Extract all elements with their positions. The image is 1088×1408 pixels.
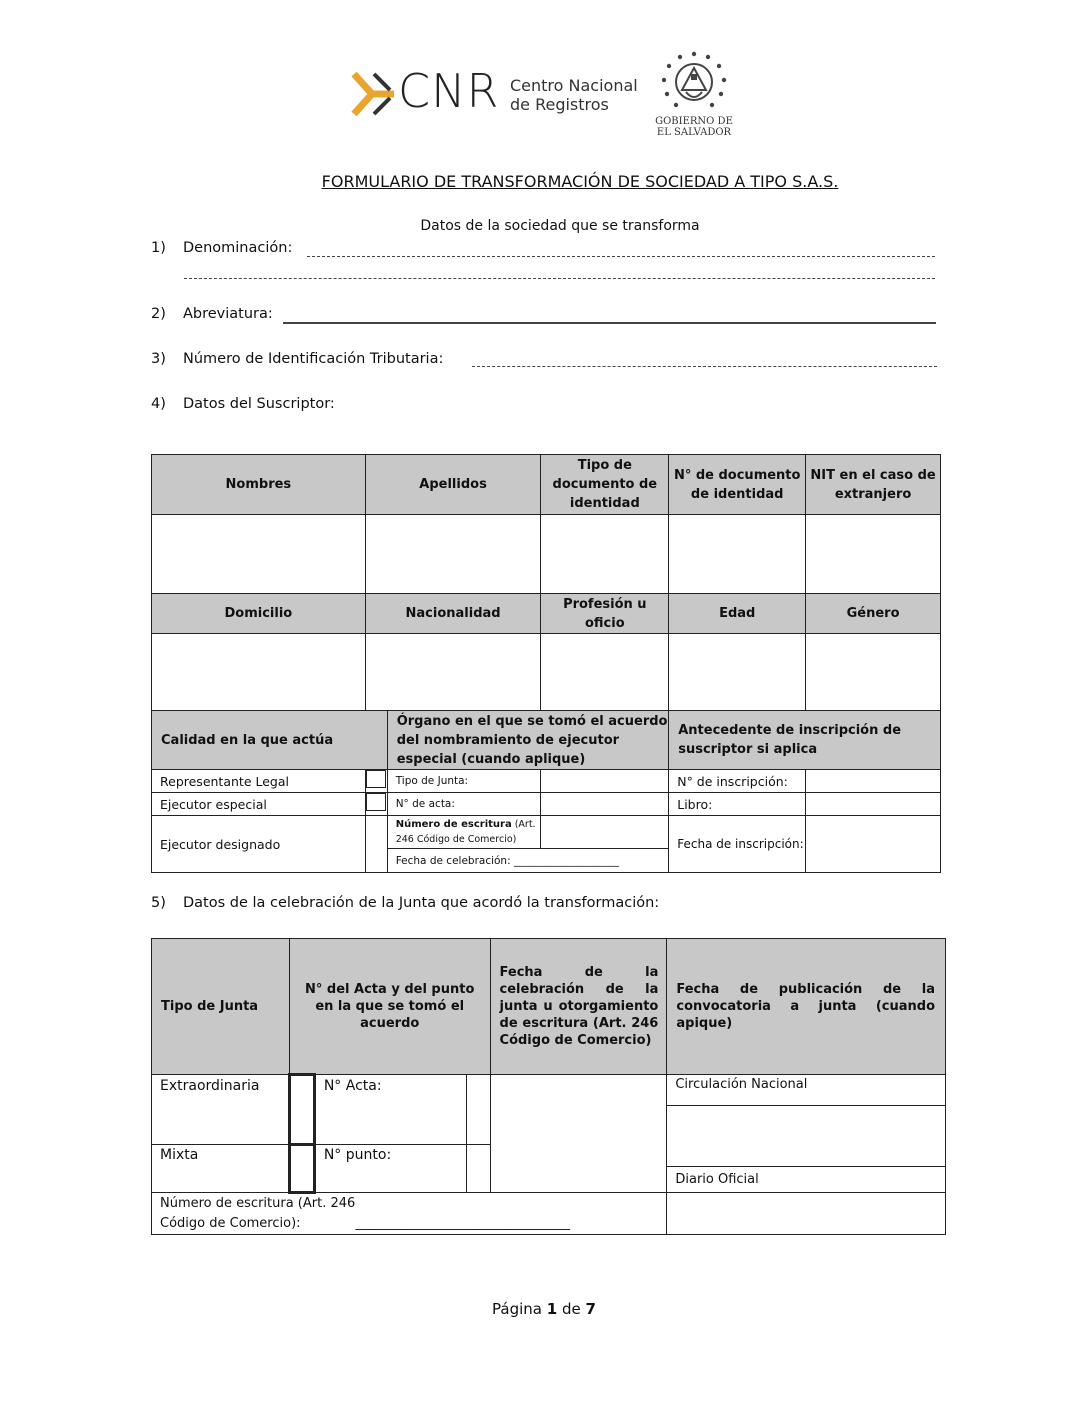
header-calidad: Calidad en la que actúa: [152, 711, 388, 770]
tipo-junta-label: Tipo de Junta:: [387, 770, 541, 793]
ejecutor-especial-checkbox[interactable]: [365, 793, 387, 816]
tipo-documento-input-cell[interactable]: [541, 515, 669, 594]
domicilio-input-cell[interactable]: [152, 634, 366, 711]
numero-inscripcion-input-cell[interactable]: [806, 770, 941, 793]
calidad-representante-legal: Representante Legal: [152, 770, 366, 793]
suscriptor-table: [151, 454, 941, 873]
government-label: GOBIERNO DE EL SALVADOR: [655, 116, 733, 138]
diario-oficial-input-cell[interactable]: [667, 1193, 946, 1235]
extraordinaria-checkbox[interactable]: [289, 1075, 314, 1145]
header-nit-extranjero: NIT en el caso de extranjero: [806, 455, 941, 515]
denominacion-field-line-2[interactable]: [184, 278, 935, 279]
diario-oficial-label: Diario Oficial: [667, 1167, 946, 1193]
section-subtitle: Datos de la sociedad que se transforma: [420, 218, 700, 234]
checkbox-icon[interactable]: [366, 770, 386, 788]
nombres-input-cell[interactable]: [152, 515, 366, 594]
libro-label: Libro:: [669, 793, 806, 816]
numero-escritura-input-cell[interactable]: [541, 816, 669, 849]
numero-acta-input-cell[interactable]: [541, 793, 669, 816]
cnr-logo-subtitle: Centro Nacional de Registros: [510, 76, 638, 114]
acta-label: N° Acta:: [314, 1075, 466, 1145]
item-nit: 3) Número de Identificación Tributaria:: [151, 351, 444, 367]
header-nacionalidad: Nacionalidad: [365, 594, 541, 634]
item-denominacion: 1) Denominación:: [151, 240, 293, 256]
mixta-checkbox[interactable]: [289, 1145, 314, 1193]
header-numero-documento: N° de documento de identidad: [669, 455, 806, 515]
header-tipo-junta: Tipo de Junta: [152, 939, 290, 1075]
numero-acta-label: N° de acta:: [387, 793, 541, 816]
fecha-celebracion-input-cell[interactable]: [490, 1075, 667, 1193]
page-number: Página 1 de 7: [492, 1300, 596, 1318]
representante-legal-checkbox[interactable]: [365, 770, 387, 793]
header-organo: Órgano en el que se tomó el acuerdo del nombramiento de ejecutor especial (cuando aplique): [387, 711, 669, 770]
tipo-extraordinaria: Extraordinaria: [152, 1075, 290, 1145]
fecha-celebracion-label[interactable]: Fecha de celebración: ____________________: [387, 849, 669, 873]
libro-input-cell[interactable]: [806, 793, 941, 816]
cnr-logo-text: CNR: [398, 64, 500, 118]
apellidos-input-cell[interactable]: [365, 515, 541, 594]
government-seal-icon: [656, 50, 732, 116]
edad-input-cell[interactable]: [669, 634, 806, 711]
punto-label: N° punto:: [314, 1145, 466, 1193]
numero-documento-input-cell[interactable]: [669, 515, 806, 594]
fecha-inscripcion-input-cell[interactable]: [806, 816, 941, 873]
calidad-ejecutor-especial: Ejecutor especial: [152, 793, 366, 816]
item-abreviatura: 2) Abreviatura:: [151, 306, 273, 322]
numero-inscripcion-label: N° de inscripción:: [669, 770, 806, 793]
circulacion-nacional-label: Circulación Nacional: [667, 1075, 946, 1106]
cnr-logo-mark: [350, 72, 400, 116]
header-nombres: Nombres: [152, 455, 366, 515]
header-antecedente: Antecedente de inscripción de suscriptor si aplica: [669, 711, 941, 770]
junta-table: [151, 938, 946, 1235]
header-acta-punto: N° del Acta y del punto en la que se tomó el acuerdo: [289, 939, 490, 1075]
profesion-input-cell[interactable]: [541, 634, 669, 711]
header-fecha-celebracion: Fecha de la celebración de la junta u otorgamiento de escritura (Art. 246 Código de Comercio): [490, 939, 667, 1075]
punto-input-cell[interactable]: [466, 1145, 490, 1193]
numero-escritura-label: Número de escritura (Art. 246 Código de Comercio): [387, 816, 541, 849]
header-apellidos: Apellidos: [365, 455, 541, 515]
fecha-inscripcion-label: Fecha de inscripción:: [669, 816, 806, 873]
numero-escritura-field[interactable]: _________________________________: [355, 1216, 571, 1231]
checkbox-icon[interactable]: [366, 793, 386, 811]
calidad-ejecutor-designado: Ejecutor designado: [152, 816, 366, 873]
numero-escritura-row: Número de escritura (Art. 246 Código de Comercio): _________________________________: [152, 1193, 667, 1235]
circulacion-nacional-input-cell[interactable]: [667, 1106, 946, 1167]
ejecutor-designado-checkbox[interactable]: [365, 816, 387, 873]
nit-extranjero-input-cell[interactable]: [806, 515, 941, 594]
header-profesion: Profesión u oficio: [541, 594, 669, 634]
header-edad: Edad: [669, 594, 806, 634]
tipo-mixta: Mixta: [152, 1145, 290, 1193]
tipo-junta-input-cell[interactable]: [541, 770, 669, 793]
header-tipo-documento: Tipo de documento de identidad: [541, 455, 669, 515]
item-celebracion-junta: 5) Datos de la celebración de la Junta que acordó la transformación:: [151, 895, 660, 911]
genero-input-cell[interactable]: [806, 634, 941, 711]
abreviatura-field-line[interactable]: [283, 322, 936, 324]
item-suscriptor: 4) Datos del Suscriptor:: [151, 396, 335, 412]
header-domicilio: Domicilio: [152, 594, 366, 634]
nacionalidad-input-cell[interactable]: [365, 634, 541, 711]
form-title: FORMULARIO DE TRANSFORMACIÓN DE SOCIEDAD A TIPO S.A.S.: [321, 172, 839, 191]
header-genero: Género: [806, 594, 941, 634]
header-fecha-publicacion: Fecha de publicación de la convocatoria a junta (cuando apique): [667, 939, 946, 1075]
nit-field-line[interactable]: [472, 366, 937, 367]
denominacion-field-line-1[interactable]: [307, 256, 935, 257]
acta-input-cell[interactable]: [466, 1075, 490, 1145]
